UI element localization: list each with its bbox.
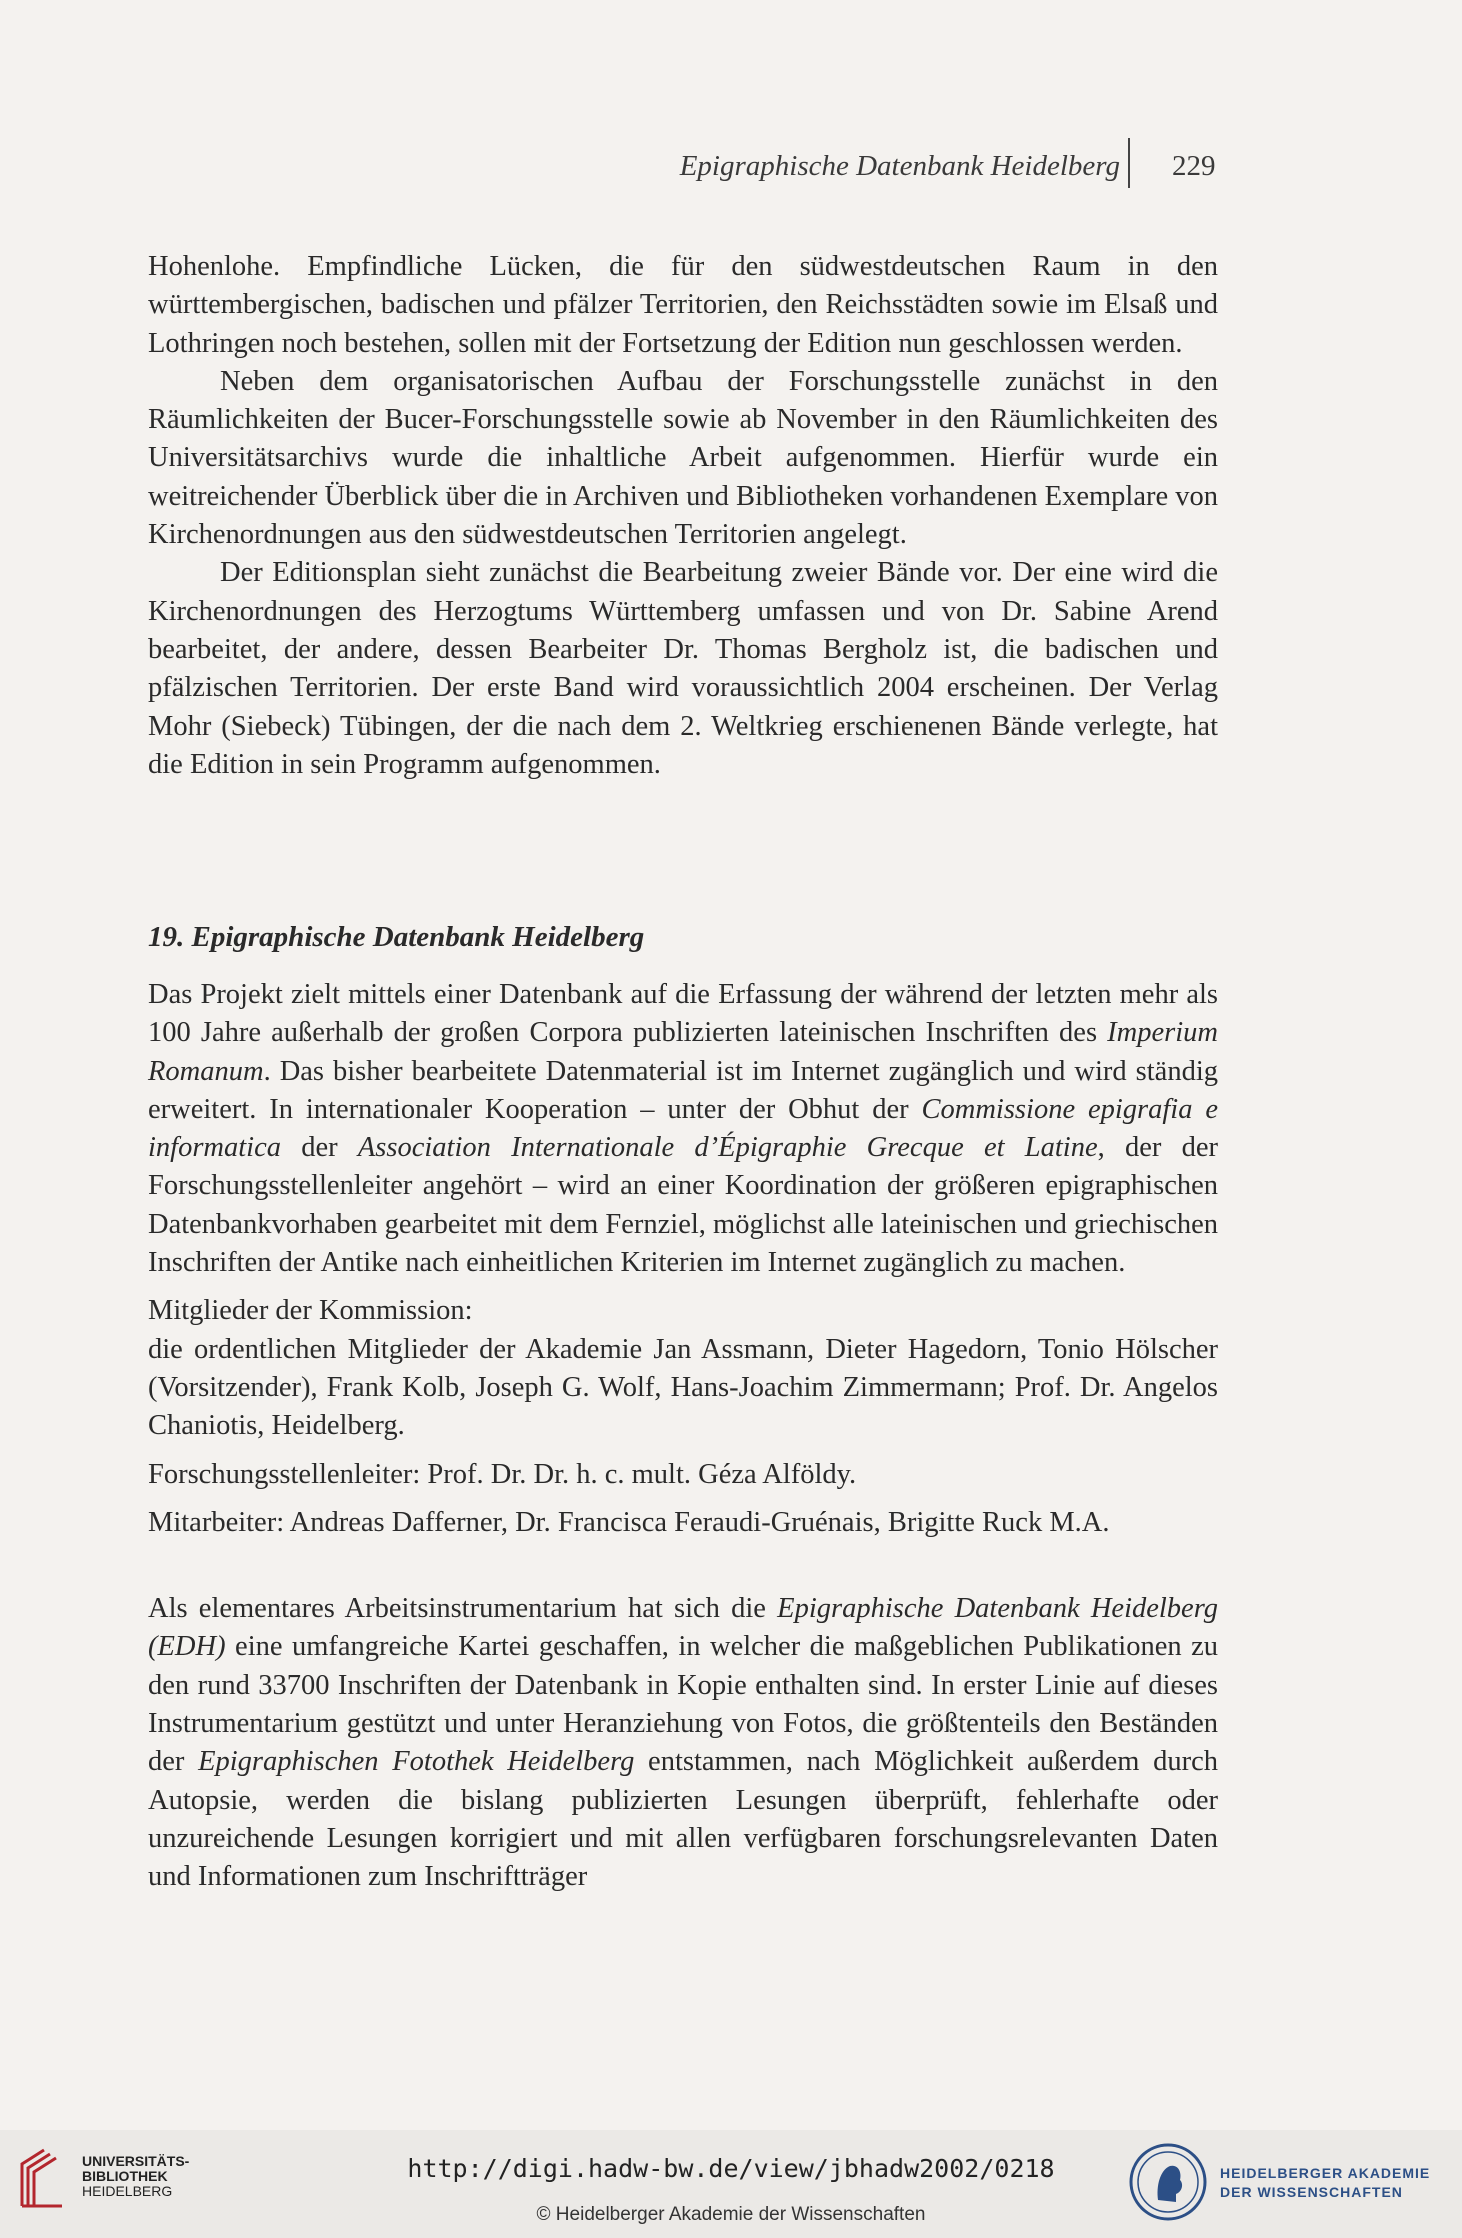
- edh-name: Epigraphische Datenbank Heidelberg (EDH): [148, 1593, 1218, 1663]
- page-header: [0, 150, 1462, 190]
- section-body: [148, 976, 1218, 1897]
- paragraph-project: Das Projekt zielt mittels einer Datenbank auf die Erfassung der während der letzten mehr als 100 Jahre außerhalb der großen Corpora publizierten lateinischen Inschriften des Imperium Romanum. Das bisher bearbeitete Datenmaterial ist im Internet zugänglich und wird ständig erweitert. In internationaler Kooperation – unter der Obhut der Commissione epigrafia e informatica der Association Internationale d’Épigraphie Grecque et Latine, der der Forschungsstellenleiter angehört – wird an einer Koordination der größeren epigraphischen Datenbankvorhaben gearbeitet mit dem Fernziel, möglichst alle lateinischen und griechischen Inschriften der Antike nach einheitlichen Kriterien im Internet zugänglich zu machen.: [148, 979, 1219, 1279]
- digitization-footer: [0, 2130, 1462, 2238]
- members-label: Mitglieder der Kommission:: [148, 1295, 473, 1327]
- academy-seal-icon: [1128, 2142, 1208, 2222]
- commission-name: Commissione epigrafia e informatica: [148, 1093, 1218, 1164]
- leader-line: Forschungsstellenleiter: Prof. Dr. Dr. h. c. mult. Géza Alföldy.: [148, 1458, 857, 1490]
- imperium-romanum: Imperium Romanum: [148, 1017, 1218, 1087]
- paragraph-editionsplan: Der Editionsplan sieht zunächst die Bearbeitung zweier Bände vor. Der eine wird die Kirchenordnungen des Herzogtums Württemberg umfassen und von Dr. Sabine Arend bearbeitet, der andere, dessen Bearbeiter Dr. Thomas Bergholz ist, die badischen und pfälzischen Territorien. Der erste Band wird voraussichtlich 2004 erscheinen. Der Verlag Mohr (Siebeck) Tübingen, der die nach dem 2. Weltkrieg erschienenen Bände verlegte, hat die Edition in sein Programm aufgenommen.: [148, 557, 1218, 780]
- header-divider: [1128, 138, 1130, 188]
- running-title: Epigraphische Datenbank Heidelberg: [679, 150, 1120, 182]
- page-number: 229: [1172, 150, 1216, 182]
- section-heading: 19. Epigraphische Datenbank Heidelberg: [148, 921, 645, 953]
- paragraph-instrumentarium: Als elementares Arbeitsinstrumentarium hat sich die Epigraphische Datenbank Heidelberg (EDH) eine umfangreiche Kartei geschaffen, in welcher die maßgeblichen Publikationen zu den rund 33700 Inschriften der Datenbank in Kopie enthalten sind. In erster Linie auf dieses Instrumentarium gestützt und unter Heranziehung von Fotos, die größtenteils den Beständen der Epigraphischen Fotothek Heidelberg entstammen, nach Möglichkeit außerdem durch Autopsie, werden die bislang publizierten Lesungen überprüft, fehlerhafte oder unzureichende Lesungen korrigiert und mit allen verfügbaren forschungsrelevanten Daten und Informationen zum Inschriftträger: [148, 1593, 1218, 1893]
- copyright-notice: © Heidelberger Akademie der Wissenschaften: [536, 2204, 926, 2225]
- university-library-name: UNIVERSITÄTS- BIBLIOTHEK HEIDELBERG: [82, 2153, 190, 2199]
- association-name: Association Internationale d’Épigraphie Grecque et Latine: [357, 1132, 1098, 1164]
- paragraph-hohenlohe: Hohenlohe. Empfindliche Lücken, die für den südwestdeutschen Raum in den württembergischen, badischen und pfälzer Territorien, den Reichsstädten sowie im Elsaß und Lothringen noch bestehen, sollen mit der Fortsetzung der Edition nun geschlossen werden.: [148, 251, 1218, 359]
- paragraph-organisation: Neben dem organisatorischen Aufbau der Forschungsstelle zunächst in den Räumlichkeiten der Bucer-Forschungsstelle sowie ab November in den Räumlichkeiten des Universitätsarchivs wurde die inhaltliche Arbeit aufgenommen. Hierfür wurde ein weitreichender Überblick über die in Archiven und Bibliotheken vorhandenen Exemplare von Kirchenordnungen aus den südwestdeutschen Territorien angelegt.: [148, 365, 1218, 551]
- members-text: die ordentlichen Mitglieder der Akademie Jan Assmann, Dieter Hagedorn, Tonio Hölscher (Vorsitzender), Frank Kolb, Joseph G. Wolf, Hans-Joachim Zimmermann; Prof. Dr. Angelos Chaniotis, Heidelberg.: [148, 1333, 1218, 1442]
- academy-name: HEIDELBERGER AKADEMIE DER WISSENSCHAFTEN: [1220, 2165, 1431, 2200]
- body-text-top: [148, 248, 1218, 784]
- staff-line: Mitarbeiter: Andreas Dafferner, Dr. Francisca Feraudi-Gruénais, Brigitte Ruck M.A.: [148, 1506, 1110, 1538]
- permalink-url[interactable]: http://digi.hadw-bw.de/view/jbhadw2002/0218: [407, 2154, 1055, 2183]
- fotothek-name: Epigraphischen Fotothek Heidelberg: [198, 1746, 635, 1778]
